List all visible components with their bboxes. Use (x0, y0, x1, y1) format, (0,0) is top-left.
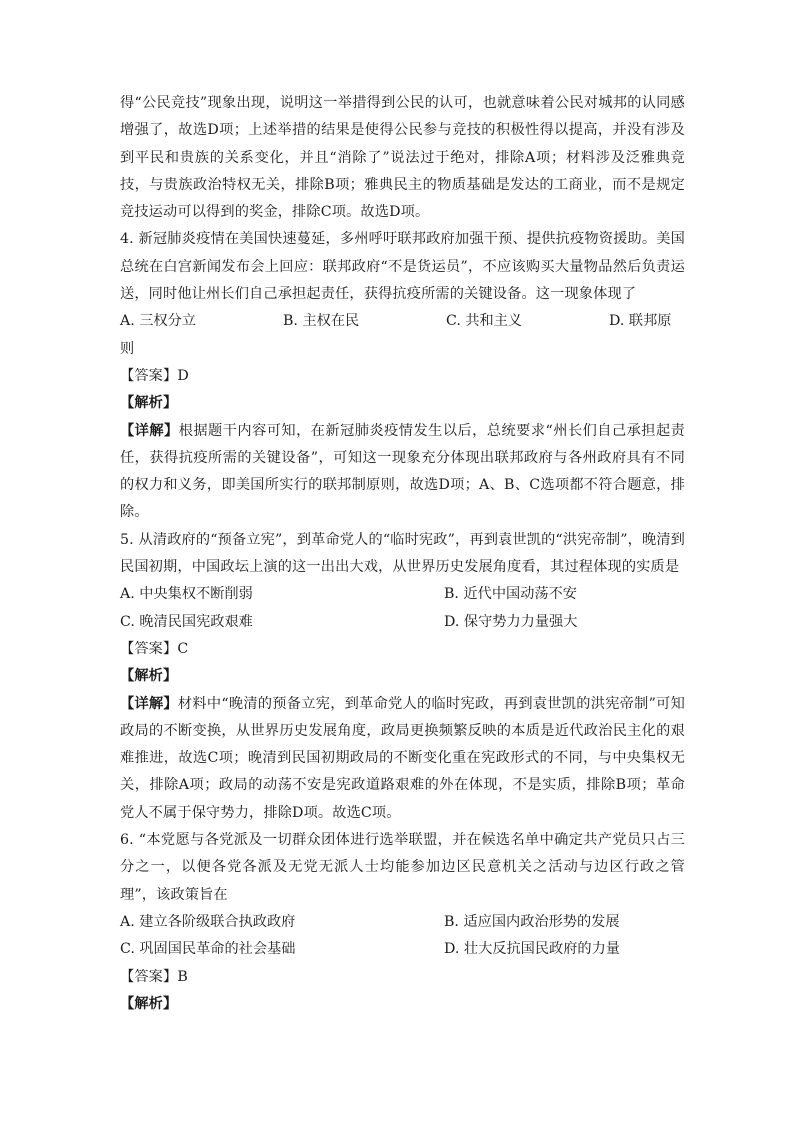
question-5-options-row1 (120, 581, 685, 608)
q6-analysis-label: 【解析】 (120, 995, 178, 1012)
q5-detail (120, 691, 685, 827)
question-5-stem: 5. 从清政府的“预备立宪”，到革命党人的“临时宪政”，再到袁世凯的“洪宪帝制”，晚清到民国初期，中国政坛上演的这一出出大戏，从世界历史发展角度看，其过程体现的实质是 (120, 531, 685, 576)
q4-detail-text: 根据题干内容可知，在新冠肺炎疫情发生以后，总统要求“州长们自己承担起责任，获得抗疫所需的关键设备”，可知这一现象充分体现出联邦政府与各州政府具有不同的权力和义务，即美国所实行的联邦制原则，故选D项；A、B、C选项都不符合题意，排除。 (120, 422, 685, 521)
question-4-stem: 4. 新冠肺炎疫情在美国快速蔓延，多州呼吁联邦政府加强干预、提供抗疫物资援助。美国总统在白宫新闻发布会上回应：联邦政府“不是货运员”，不应该购买大量物品然后负责运送，同时他让州长们自己承担起责任，获得抗疫所需的关键设备。这一现象体现了 (120, 231, 685, 303)
question-6-options-row1 (120, 909, 685, 936)
q6-answer: 【答案】B (120, 968, 188, 985)
q4-detail (120, 418, 685, 527)
q4-option-a[interactable]: A. 三权分立 (120, 313, 197, 330)
q5-detail-label: 【详解】 (120, 695, 178, 712)
q4-detail-label: 【详解】 (120, 422, 179, 439)
q5-analysis-label: 【解析】 (120, 668, 178, 685)
question-5-options-row2 (120, 609, 685, 636)
q5-option-a[interactable]: A. 中央集权不断削弱 (120, 586, 253, 603)
q6-option-a[interactable]: A. 建立各阶级联合执政政府 (120, 913, 296, 930)
q4-option-c[interactable]: C. 共和主义 (446, 313, 523, 330)
question-6-stem: 6. “本党愿与各党派及一切群众团体进行选举联盟，并在候选名单中确定共产党员只占三分之一，以便各党各派及无党无派人士均能参加边区民意机关之活动与边区行政之管理”，该政策旨在 (120, 832, 685, 903)
question-6-options-row2 (120, 936, 685, 963)
previous-detail-paragraph: 得“公民竞技”现象出现，说明这一举措得到公民的认可，也就意味着公民对城邦的认同感增强了，故选D项；上述举措的结果是使得公民参与竞技的积极性得以提高，并没有涉及到平民和贵族的关系变化，并且“消除了”说法过于绝对，排除A项；材料涉及泛雅典竞技，与贵族政治特权无关，排除B项；雅典民主的物质基础是发达的工商业，而不是规定竞技运动可以得到的奖金，排除C项。故选D项。 (120, 95, 685, 221)
q6-option-d[interactable]: D. 壮大反抗国民政府的力量 (444, 941, 620, 958)
q5-answer: 【答案】C (120, 640, 189, 657)
q4-option-d-continuation: 则 (120, 340, 135, 357)
q5-option-b[interactable]: B. 近代中国动荡不安 (444, 586, 577, 603)
q4-option-b[interactable]: B. 主权在民 (283, 313, 360, 330)
q6-option-b[interactable]: B. 适应国内政治形势的发展 (444, 913, 620, 930)
question-4-options (120, 308, 685, 335)
document-page (120, 90, 685, 1018)
q5-detail-text: 材料中“晚清的预备立宪，到革命党人的临时宪政，再到袁世凯的洪宪帝制”可知政局的不断变换，从世界历史发展角度，政局更换频繁反映的本质是近代政治民主化的艰难推进，故选C项；晚清到民国初期政局的不断变化重在宪政形式的不同，与中央集权无关，排除A项；政局的动荡不安是宪政道路艰难的外在体现，不是实质，排除B项；革命党人不属于保守势力，排除D项。故选C项。 (120, 695, 685, 821)
q5-option-d[interactable]: D. 保守势力力量强大 (444, 613, 578, 630)
q4-answer: 【答案】D (120, 367, 189, 384)
q6-option-c[interactable]: C. 巩固国民革命的社会基础 (120, 941, 296, 958)
q4-analysis-label: 【解析】 (120, 395, 178, 412)
q4-option-d[interactable]: D. 联邦原 (609, 313, 672, 330)
q5-option-c[interactable]: C. 晚清民国宪政艰难 (120, 613, 253, 630)
